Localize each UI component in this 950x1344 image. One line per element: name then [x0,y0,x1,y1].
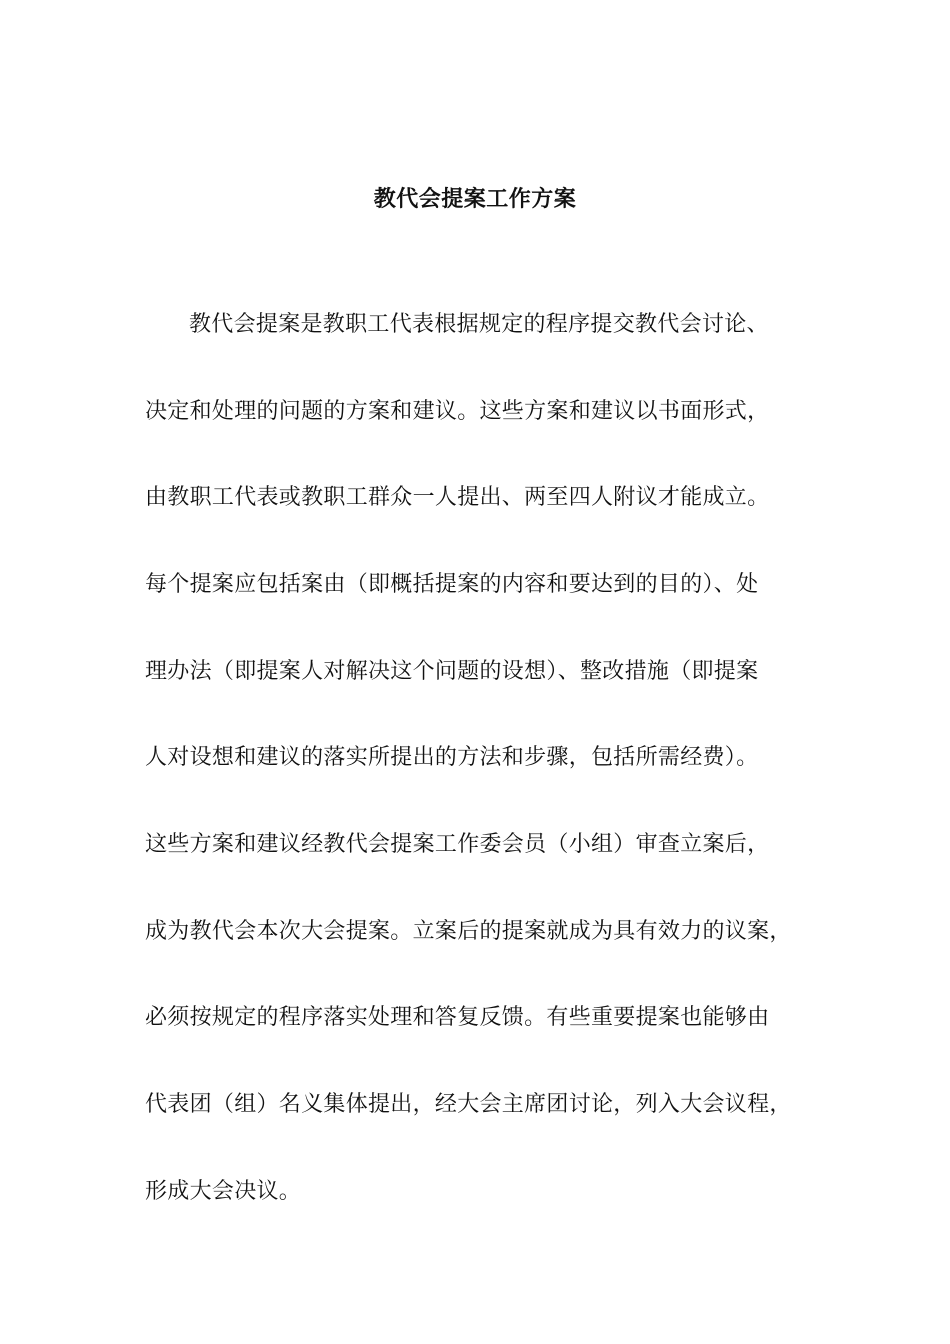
body-line-11: 形成大会决议。 [145,1179,302,1204]
body-line-3: 由教职工代表或教职工群众一人提出、两至四人附议才能成立。 [145,485,770,510]
body-line-10: 代表团（组）名义集体提出，经大会主席团讨论，列入大会议程， [145,1092,792,1117]
body-line-8: 成为教代会本次大会提案。立案后的提案就成为具有效力的议案， [145,919,792,944]
body-line-9: 必须按规定的程序落实处理和答复反馈。有些重要提案也能够由 [145,1005,770,1030]
body-line-7: 这些方案和建议经教代会提案工作委会员（小组）审查立案后， [145,832,770,857]
document-title: 教代会提案工作方案 [373,187,577,212]
body-line-2: 决定和处理的问题的方案和建议。这些方案和建议以书面形式， [145,399,770,424]
body-line-1: 教代会提案是教职工代表根据规定的程序提交教代会讨论、 [189,312,769,337]
body-line-4: 每个提案应包括案由（即概括提案的内容和要达到的目的）、处 [145,572,759,597]
body-line-6: 人对设想和建议的落实所提出的方法和步骤，包括所需经费）。 [145,745,759,770]
body-line-5: 理办法（即提案人对解决这个问题的设想）、整改措施（即提案 [145,659,759,684]
